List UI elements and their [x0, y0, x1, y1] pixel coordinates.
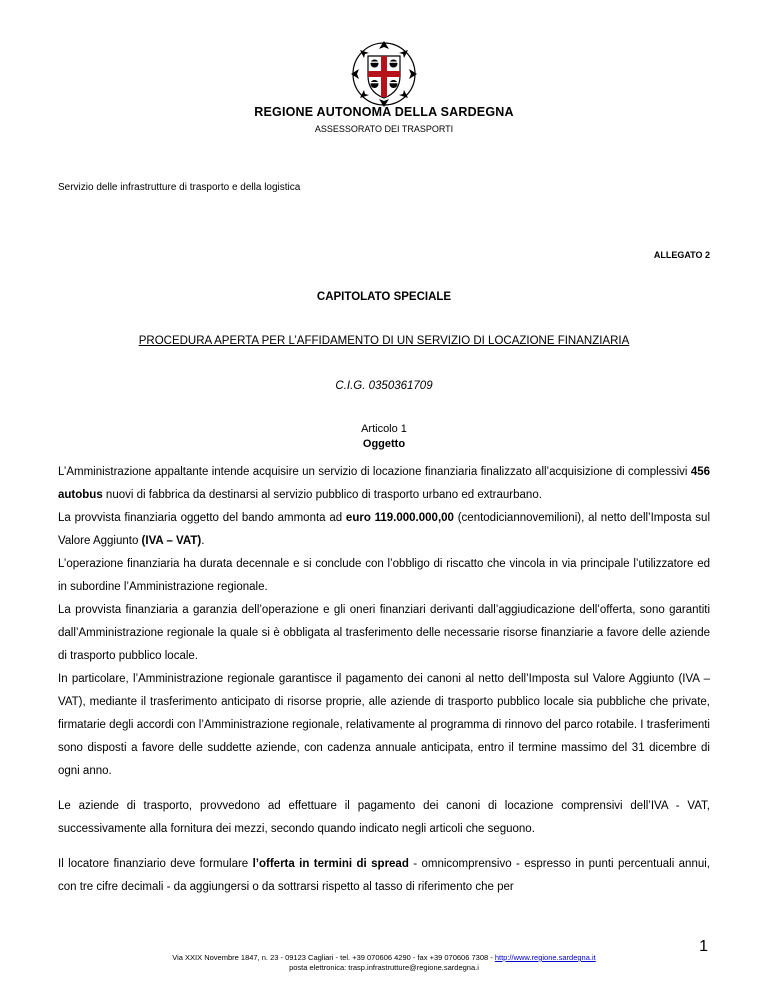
article-body — [58, 461, 710, 899]
paragraph-4: La provvista finanziaria a garanzia dell’operazione e gli oneri finanziari derivanti dall’aggiudicazione dell’offerta, sono garantiti dall’Amministrazione regionale la quale si è obbligata al trasferimento delle necessarie risorse finanziarie a favore delle aziende di trasporto pubblico locale. — [58, 604, 710, 662]
footer — [0, 953, 768, 973]
footer-address: Via XXIX Novembre 1847, n. 23 - 09123 Cagliari - tel. +39 070606 4290 - fax +39 070606 7308 - http://www.regione.sardegna.it — [172, 953, 596, 962]
page-number: 1 — [699, 938, 708, 955]
article-number: Articolo 1 — [361, 423, 407, 435]
paragraph-5: In particolare, l’Amministrazione regionale garantisce il pagamento dei canoni al netto dell’Imposta sul Valore Aggiunto (IVA – VAT), mediante il trasferimento anticipato di risorse proprie, alle aziende di trasporto pubblico locale sia pubbliche che private, firmatarie degli accordi con l’Amministrazione regionale, relativamente al programma di rinnovo del parco rotabile. I trasferimenti sono disposti a favore delle suddette aziende, con cadenza annuale anticipata, entro il termine massimo del 31 dicembre di ogni anno. — [58, 673, 710, 777]
paragraph-7: Il locatore finanziario deve formulare l’offerta in termini di spread - omnicomprensivo - espresso in punti percentuali annui, con tre cifre decimali - da aggiungersi o da sottrarsi rispetto al tasso di riferimento che per — [58, 858, 710, 893]
document-subtitle: PROCEDURA APERTA PER L’AFFIDAMENTO DI UN SERVIZIO DI LOCAZIONE FINANZIARIA — [138, 335, 630, 347]
sardinia-coat-of-arms-icon — [348, 38, 420, 110]
cig-code: C.I.G. 0350361709 — [335, 380, 433, 392]
paragraph-1: L’Amministrazione appaltante intende acquisire un servizio di locazione finanziaria finalizzato all’acquisizione di complessivi 456 autobus nuovi di fabbrica da destinarsi al servizio pubblico di trasporto urbano ed extraurbano. — [58, 466, 710, 501]
paragraph-6: Le aziende di trasporto, provvedono ad effettuare il pagamento dei canoni di locazione comprensivi dell’IVA - VAT, successivamente alla fornitura dei mezzi, secondo quando indicato negli articoli che seguono. — [58, 800, 710, 835]
service-name: Servizio delle infrastrutture di trasporto e della logistica — [58, 182, 301, 193]
attachment-label: ALLEGATO 2 — [653, 250, 710, 260]
footer-email: posta elettronica: trasp.infrastrutture@regione.sardegna.i — [289, 963, 479, 972]
region-name: REGIONE AUTONOMA DELLA SARDEGNA — [254, 105, 514, 119]
paragraph-2: La provvista finanziaria oggetto del bando ammonta ad euro 119.000.000,00 (centodiciannovemilioni), al netto dell’Imposta sul Valore Aggiunto (IVA – VAT). — [58, 512, 711, 547]
paragraph-3: L’operazione finanziaria ha durata decennale e si conclude con l’obbligo di riscatto che vincola in via principale l’utilizzatore ed in subordine l’Amministrazione regionale. — [58, 558, 710, 593]
website-link[interactable]: http://www.regione.sardegna.it — [494, 953, 596, 962]
department-name: ASSESSORATO DEI TRASPORTI — [314, 124, 454, 134]
article-heading: Oggetto — [362, 438, 406, 450]
document-title: CAPITOLATO SPECIALE — [316, 291, 452, 303]
